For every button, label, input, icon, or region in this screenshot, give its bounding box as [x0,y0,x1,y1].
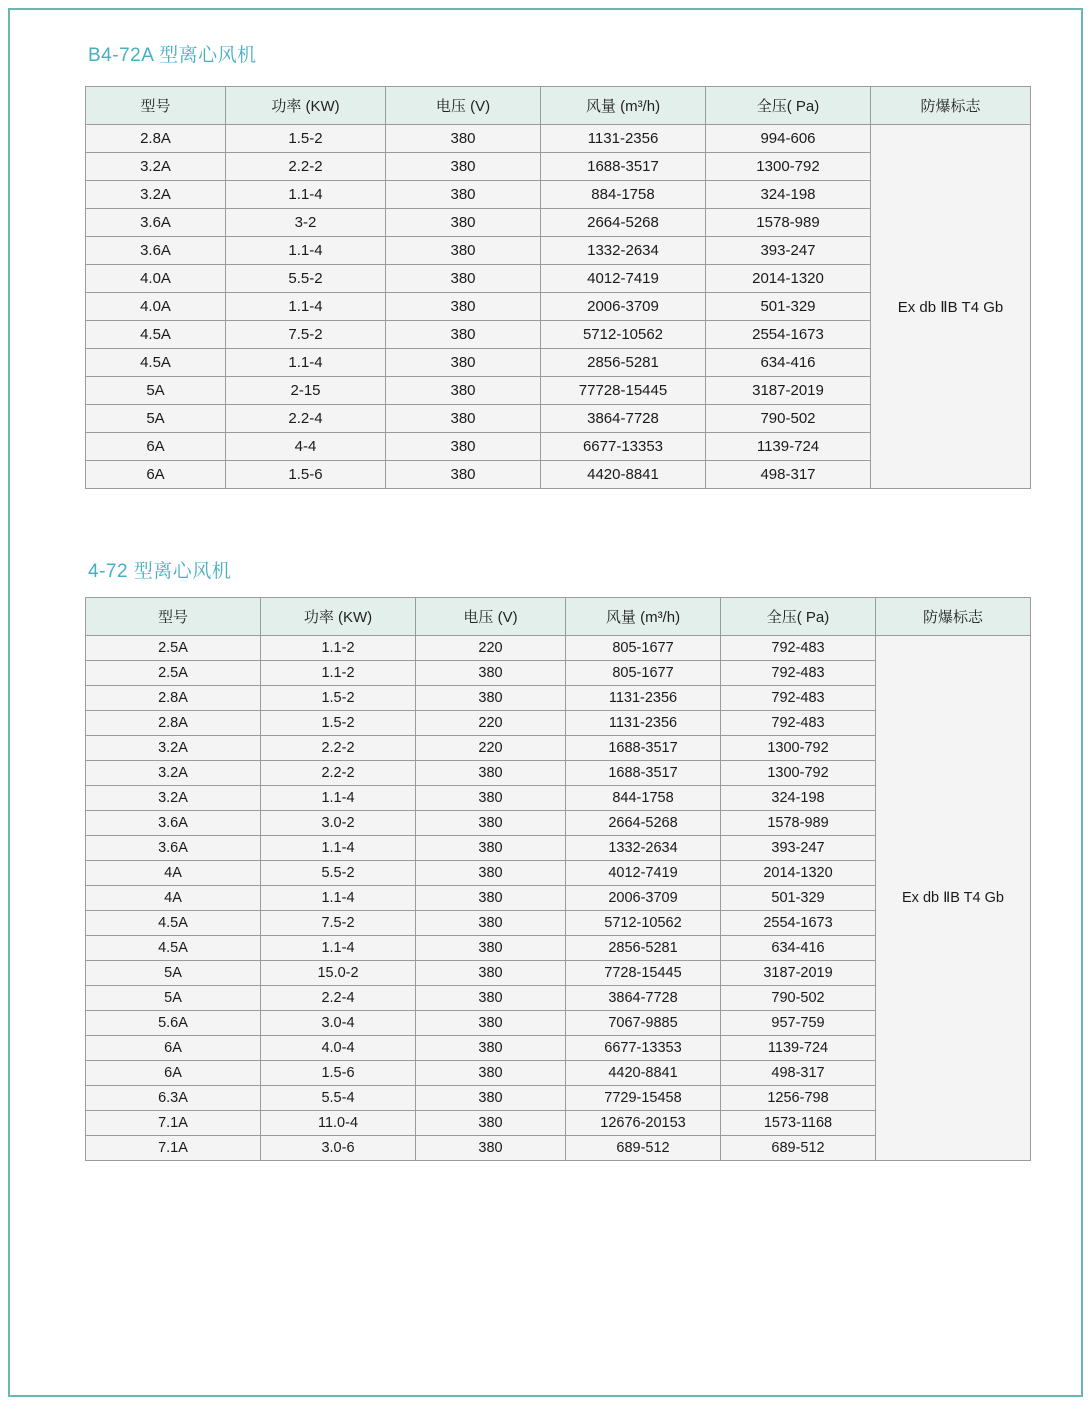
table-cell: 5.5-2 [261,861,416,886]
table-cell: 380 [416,886,566,911]
table-cell: 1578-989 [706,209,871,237]
table-cell: 380 [416,1036,566,1061]
table-cell: 2664-5268 [541,209,706,237]
table-cell: 77728-15445 [541,377,706,405]
section-title-4-72: 4-72 型离心风机 [88,561,232,582]
table-cell: 3.6A [86,811,261,836]
table-cell: 957-759 [721,1011,876,1036]
table-cell: 2-15 [226,377,386,405]
column-header: 型号 [86,598,261,636]
table-cell: 2856-5281 [541,349,706,377]
table-cell: 3-2 [226,209,386,237]
table-cell: 2.8A [86,125,226,153]
table-cell: 3.0-2 [261,811,416,836]
table-cell: 5.5-4 [261,1086,416,1111]
table-cell: 380 [416,1061,566,1086]
table-cell: 1688-3517 [566,761,721,786]
table-cell: 380 [386,153,541,181]
table-cell: 1688-3517 [566,736,721,761]
table-cell: 2.5A [86,661,261,686]
table-cell: 380 [386,377,541,405]
table-cell: 4012-7419 [566,861,721,886]
table-cell: 4.0A [86,293,226,321]
table-cell: 7.1A [86,1111,261,1136]
table-cell: 380 [416,1086,566,1111]
column-header: 型号 [86,87,226,125]
table-cell: 1.5-2 [226,125,386,153]
column-header: 电压 (V) [416,598,566,636]
header-row [86,598,1031,636]
table-cell: 3864-7728 [566,986,721,1011]
table-cell: 1300-792 [706,153,871,181]
table-cell: 220 [416,636,566,661]
table-cell: 6A [86,1061,261,1086]
table-cell: 380 [416,811,566,836]
table-cell: 3187-2019 [721,961,876,986]
table-cell: 220 [416,711,566,736]
table-cell: 994-606 [706,125,871,153]
table-cell: 3.0-4 [261,1011,416,1036]
table-cell: 884-1758 [541,181,706,209]
table-cell: 4.0-4 [261,1036,416,1061]
header-row [86,87,1031,125]
table-cell: 7728-15445 [566,961,721,986]
table-cell: 2554-1673 [706,321,871,349]
table-cell: 380 [416,986,566,1011]
table-cell: 2006-3709 [566,886,721,911]
table-cell: 15.0-2 [261,961,416,986]
table-cell: 1578-989 [721,811,876,836]
table-cell: 380 [416,661,566,686]
table-cell: 380 [386,461,541,489]
table-cell: 790-502 [706,405,871,433]
column-header: 防爆标志 [871,87,1031,125]
table-cell: 2014-1320 [721,861,876,886]
table-cell: 3864-7728 [541,405,706,433]
table-cell: 380 [416,861,566,886]
table-cell: 2.5A [86,636,261,661]
table-cell: 4.0A [86,265,226,293]
table-cell: 380 [386,405,541,433]
table-cell: 380 [416,936,566,961]
table-cell: 1256-798 [721,1086,876,1111]
table-cell: 2.8A [86,711,261,736]
table-cell: 380 [416,1136,566,1161]
table-cell: 3187-2019 [706,377,871,405]
table-cell: 1.5-2 [261,686,416,711]
table-row [86,125,1031,153]
table-cell: 1300-792 [721,736,876,761]
table-cell: 380 [416,911,566,936]
table-cell: 380 [416,1111,566,1136]
table-cell: 2.2-2 [261,736,416,761]
table-cell: 3.2A [86,153,226,181]
table-cell: 2.2-2 [226,153,386,181]
table-cell: 2.2-4 [226,405,386,433]
table-cell: 1139-724 [706,433,871,461]
table-cell: 4.5A [86,349,226,377]
table-cell: 3.2A [86,786,261,811]
table-cell: 1131-2356 [566,711,721,736]
table-cell: 6677-13353 [566,1036,721,1061]
table-cell: 1.5-6 [261,1061,416,1086]
table-cell: 380 [386,237,541,265]
table-cell: 1.1-4 [226,237,386,265]
table-cell: 6A [86,1036,261,1061]
table-cell: 380 [416,686,566,711]
table-cell: 380 [416,786,566,811]
table-cell: 6A [86,461,226,489]
table-cell: 501-329 [706,293,871,321]
table-cell: 792-483 [721,636,876,661]
table-cell: 2.2-2 [261,761,416,786]
table-cell: 844-1758 [566,786,721,811]
table-cell: 380 [386,321,541,349]
table-cell: 7.5-2 [226,321,386,349]
column-header: 功率 (KW) [226,87,386,125]
table-cell: 1.5-6 [226,461,386,489]
table-cell: 380 [416,961,566,986]
table-cell: 792-483 [721,686,876,711]
table-cell: 220 [416,736,566,761]
table-cell: 2664-5268 [566,811,721,836]
table-cell: 1.1-4 [261,886,416,911]
table-cell: 634-416 [721,936,876,961]
table-cell: 1688-3517 [541,153,706,181]
table-cell: 498-317 [721,1061,876,1086]
table-cell: 1300-792 [721,761,876,786]
table-cell: 7067-9885 [566,1011,721,1036]
table-cell: 1.1-2 [261,661,416,686]
table-cell: 3.6A [86,209,226,237]
spec-table-4-72 [85,597,1031,1161]
table-cell: 324-198 [721,786,876,811]
table-cell: 805-1677 [566,661,721,686]
table-cell: 2856-5281 [566,936,721,961]
table-cell: 792-483 [721,711,876,736]
table-cell: 5712-10562 [541,321,706,349]
table-cell: 1.1-4 [226,349,386,377]
table-cell: 380 [386,265,541,293]
table-cell: 501-329 [721,886,876,911]
table-cell: 790-502 [721,986,876,1011]
table-row [86,636,1031,661]
table-cell: 689-512 [566,1136,721,1161]
table-cell: 7.5-2 [261,911,416,936]
table-cell: 5.6A [86,1011,261,1036]
table-cell: 2.8A [86,686,261,711]
column-header: 风量 (m³/h) [566,598,721,636]
table-cell: 805-1677 [566,636,721,661]
table-cell: 7.1A [86,1136,261,1161]
table-cell: 380 [386,209,541,237]
table-cell: 2.2-4 [261,986,416,1011]
table-cell: 3.0-6 [261,1136,416,1161]
table-cell: 3.2A [86,181,226,209]
section-title-b4-72a: B4-72A 型离心风机 [88,45,257,66]
table-cell: 3.2A [86,736,261,761]
table-cell: 5A [86,377,226,405]
table-cell: 1.1-4 [261,786,416,811]
table-cell: 380 [416,1011,566,1036]
table-cell: 634-416 [706,349,871,377]
table-cell: 5.5-2 [226,265,386,293]
table-cell: 6.3A [86,1086,261,1111]
table-cell: 1139-724 [721,1036,876,1061]
table-cell: 1.1-4 [226,293,386,321]
column-header: 功率 (KW) [261,598,416,636]
column-header: 风量 (m³/h) [541,87,706,125]
table-cell: 6A [86,433,226,461]
table-cell: 792-483 [721,661,876,686]
table-cell: 324-198 [706,181,871,209]
table-cell: 1573-1168 [721,1111,876,1136]
table-cell: 393-247 [706,237,871,265]
column-header: 全压( Pa) [706,87,871,125]
table-cell: 3.6A [86,836,261,861]
table-cell: 2014-1320 [706,265,871,293]
table-cell: 380 [386,433,541,461]
column-header: 全压( Pa) [721,598,876,636]
table-cell: 3.6A [86,237,226,265]
table-cell: 5A [86,986,261,1011]
column-header: 电压 (V) [386,87,541,125]
table-cell: 380 [386,293,541,321]
column-header: 防爆标志 [876,598,1031,636]
table-cell: 380 [386,349,541,377]
table-cell: 4.5A [86,321,226,349]
table-cell: 393-247 [721,836,876,861]
table-cell: 4420-8841 [566,1061,721,1086]
table-cell: 1.1-4 [261,836,416,861]
table-cell: 689-512 [721,1136,876,1161]
table-cell: 498-317 [706,461,871,489]
table-cell: 1131-2356 [541,125,706,153]
table-cell: 3.2A [86,761,261,786]
table-cell: 4-4 [226,433,386,461]
table-cell: 380 [386,125,541,153]
table-cell: 4420-8841 [541,461,706,489]
table-cell: 1131-2356 [566,686,721,711]
spec-table-b4-72a [85,86,1031,489]
explosion-proof-mark-cell: Ex db ⅡB T4 Gb [871,125,1031,489]
table-cell: 380 [386,181,541,209]
table-cell: 11.0-4 [261,1111,416,1136]
table-cell: 1.1-2 [261,636,416,661]
table-cell: 7729-15458 [566,1086,721,1111]
table-cell: 6677-13353 [541,433,706,461]
table-cell: 1.5-2 [261,711,416,736]
table-cell: 1332-2634 [566,836,721,861]
explosion-proof-mark-cell: Ex db ⅡB T4 Gb [876,636,1031,1161]
table-cell: 1.1-4 [261,936,416,961]
table-cell: 5712-10562 [566,911,721,936]
table-cell: 380 [416,836,566,861]
table-cell: 4.5A [86,911,261,936]
table-cell: 1332-2634 [541,237,706,265]
table-cell: 2006-3709 [541,293,706,321]
table-cell: 4012-7419 [541,265,706,293]
table-cell: 380 [416,761,566,786]
table-cell: 4A [86,886,261,911]
table-cell: 12676-20153 [566,1111,721,1136]
table-cell: 2554-1673 [721,911,876,936]
table-cell: 4A [86,861,261,886]
table-cell: 5A [86,405,226,433]
table-cell: 5A [86,961,261,986]
table-cell: 4.5A [86,936,261,961]
table-cell: 1.1-4 [226,181,386,209]
